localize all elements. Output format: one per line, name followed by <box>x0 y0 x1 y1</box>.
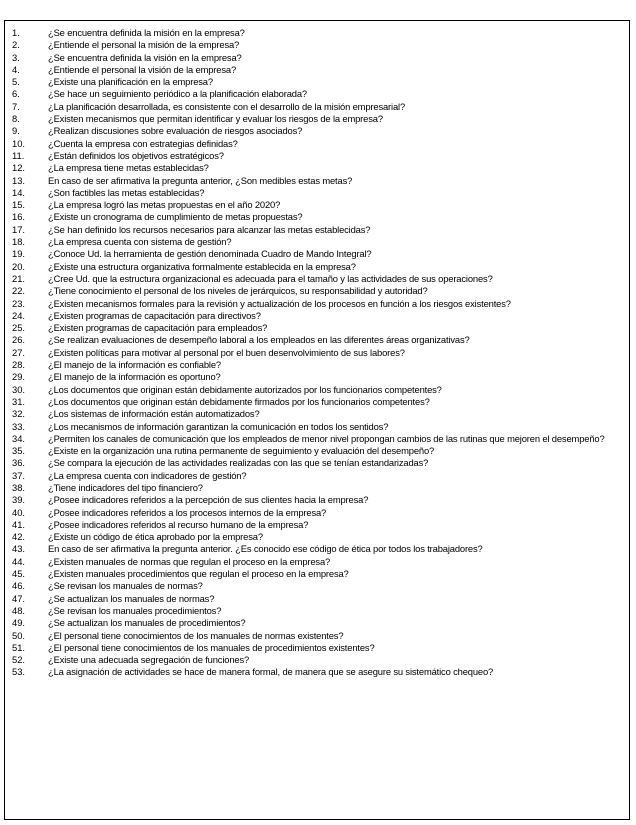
question-row <box>12 421 623 433</box>
question-number: 36. <box>12 457 26 469</box>
question-row <box>12 605 623 617</box>
question-text: ¿Posee indicadores referidos a la percepción de sus clientes hacia la empresa? <box>48 494 369 506</box>
question-row <box>12 162 623 174</box>
question-text: ¿Están definidos los objetivos estratégicos? <box>48 149 224 161</box>
questionnaire-box <box>4 20 630 820</box>
question-text: ¿Los mecanismos de información garantizan la comunicación en todos los sentidos? <box>48 420 389 432</box>
question-row <box>12 334 623 346</box>
question-row <box>12 224 623 236</box>
question-number: 7. <box>12 100 20 112</box>
question-row <box>12 125 623 137</box>
question-number: 20. <box>12 260 26 272</box>
question-number: 6. <box>12 88 20 100</box>
question-row <box>12 248 623 260</box>
question-row <box>12 593 623 605</box>
question-text: ¿Existen programas de capacitación para directivos? <box>48 309 261 321</box>
question-number: 45. <box>12 568 26 580</box>
question-row <box>12 654 623 666</box>
question-row <box>12 580 623 592</box>
question-number: 47. <box>12 592 26 604</box>
question-number: 21. <box>12 272 26 284</box>
question-text: ¿La empresa tiene metas establecidas? <box>48 162 209 174</box>
question-number: 30. <box>12 383 26 395</box>
question-text: ¿El personal tiene conocimientos de los manuales de normas existentes? <box>48 629 344 641</box>
question-row <box>12 396 623 408</box>
question-number: 32. <box>12 408 26 420</box>
question-number: 28. <box>12 359 26 371</box>
question-row <box>12 519 623 531</box>
question-text: ¿Se encuentra definida la visión en la empresa? <box>48 51 242 63</box>
question-text: ¿Conoce Ud. la herramienta de gestión denominada Cuadro de Mando Integral? <box>48 248 372 260</box>
question-number: 51. <box>12 641 26 653</box>
question-row <box>12 101 623 113</box>
question-text: ¿Posee indicadores referidos al recurso humano de la empresa? <box>48 518 309 530</box>
question-number: 52. <box>12 654 26 666</box>
question-text: ¿Entiende el personal la visión de la empresa? <box>48 63 237 75</box>
question-number: 23. <box>12 297 26 309</box>
question-text: ¿Se revisan los manuales de normas? <box>48 580 203 592</box>
question-row <box>12 39 623 51</box>
question-text: ¿Existe un cronograma de cumplimiento de metas propuestas? <box>48 211 303 223</box>
question-number: 46. <box>12 580 26 592</box>
question-text: ¿Se encuentra definida la misión en la empresa? <box>48 27 245 38</box>
question-text: ¿Existe una adecuada segregación de funciones? <box>48 654 250 666</box>
question-text: ¿Realizan discusiones sobre evaluación de riesgos asociados? <box>48 125 303 137</box>
question-number: 44. <box>12 555 26 567</box>
question-text: ¿Posee indicadores referidos a los procesos internos de la empresa? <box>48 506 327 518</box>
question-number: 13. <box>12 174 26 186</box>
question-text: ¿Se han definido los recursos necesarios para alcanzar las metas establecidas? <box>48 223 371 235</box>
question-number: 38. <box>12 481 26 493</box>
question-row <box>12 199 623 211</box>
question-text: ¿Existen manuales procedimientos que regulan el proceso en la empresa? <box>48 568 349 580</box>
question-row <box>12 384 623 396</box>
question-number: 2. <box>12 39 20 51</box>
question-number: 1. <box>12 27 20 38</box>
question-row <box>12 568 623 580</box>
question-number: 11. <box>12 149 25 161</box>
question-row <box>12 211 623 223</box>
question-number: 10. <box>12 137 26 149</box>
question-row <box>12 445 623 457</box>
question-text: ¿Existe en la organización una rutina permanente de seguimiento y evaluación del desempeño? <box>48 445 435 457</box>
question-text: ¿La empresa logró las metas propuestas en el año 2020? <box>48 199 281 211</box>
question-text: ¿Se hace un seguimiento periódico a la planificación elaborada? <box>48 88 307 100</box>
question-text: En caso de ser afirmativa la pregunta anterior. ¿Es conocido ese código de ética por todos los trabajadores? <box>48 543 483 555</box>
question-row <box>12 261 623 273</box>
question-row <box>12 556 623 568</box>
question-row <box>12 175 623 187</box>
question-row <box>12 371 623 383</box>
question-row <box>12 113 623 125</box>
question-text: En caso de ser afirmativa la pregunta anterior, ¿Son medibles estas metas? <box>48 174 353 186</box>
question-number: 49. <box>12 617 26 629</box>
question-row <box>12 433 623 445</box>
question-row <box>12 187 623 199</box>
question-text: ¿Existe un código de ética aprobado por la empresa? <box>48 531 263 543</box>
question-number: 22. <box>12 285 26 297</box>
question-text: ¿El manejo de la información es confiable? <box>48 359 221 371</box>
question-text: ¿Existen mecanismos formales para la revisión y actualización de los procesos en función a los riesgos existentes? <box>48 297 511 309</box>
question-row <box>12 666 623 678</box>
question-text: ¿La empresa cuenta con sistema de gestión? <box>48 236 232 248</box>
question-text: ¿La planificación desarrollada, es consistente con el desarrollo de la misión empresarial? <box>48 100 406 112</box>
question-row <box>12 322 623 334</box>
question-number: 18. <box>12 236 26 248</box>
question-number: 16. <box>12 211 26 223</box>
question-number: 48. <box>12 604 26 616</box>
question-text: ¿Permiten los canales de comunicación que los empleados de menor nivel propongan cambios de las rutinas que mejoren el desempeño? <box>48 432 605 444</box>
question-number: 15. <box>12 199 26 211</box>
question-text: ¿Tiene conocimiento el personal de los niveles de jerárquicos, su responsabilidad y autoridad? <box>48 285 428 297</box>
question-text: ¿Tiene indicadores del tipo financiero? <box>48 481 203 493</box>
question-text: ¿Existen manuales de normas que regulan el proceso en la empresa? <box>48 555 331 567</box>
question-row <box>12 88 623 100</box>
question-number: 5. <box>12 76 20 88</box>
question-text: ¿Existen políticas para motivar al personal por el buen desenvolvimiento de sus labores? <box>48 346 405 358</box>
question-row <box>12 27 623 39</box>
question-number: 25. <box>12 322 26 334</box>
question-text: ¿Existen mecanismos que permitan identificar y evaluar los riesgos de la empresa? <box>48 113 383 125</box>
question-number: 43. <box>12 543 26 555</box>
question-number: 53. <box>12 666 26 678</box>
question-text: ¿Se actualizan los manuales de normas? <box>48 592 215 604</box>
question-row <box>12 236 623 248</box>
question-text: ¿Los sistemas de información están automatizados? <box>48 408 260 420</box>
question-text: ¿Los documentos que originan están debidamente firmados por los funcionarios competentes? <box>48 395 430 407</box>
question-text: ¿Existe una planificación en la empresa? <box>48 76 213 88</box>
question-text: ¿El personal tiene conocimientos de los manuales de procedimientos existentes? <box>48 641 375 653</box>
question-number: 34. <box>12 432 26 444</box>
question-row <box>12 347 623 359</box>
question-text: ¿La empresa cuenta con indicadores de gestión? <box>48 469 247 481</box>
question-row <box>12 298 623 310</box>
question-number: 24. <box>12 309 26 321</box>
question-text: ¿Entiende el personal la misión de la empresa? <box>48 39 240 51</box>
question-row <box>12 150 623 162</box>
question-list <box>12 27 623 679</box>
question-row <box>12 273 623 285</box>
question-row <box>12 543 623 555</box>
question-number: 40. <box>12 506 26 518</box>
question-number: 41. <box>12 518 26 530</box>
question-number: 12. <box>12 162 26 174</box>
question-number: 8. <box>12 113 20 125</box>
question-number: 37. <box>12 469 26 481</box>
question-row <box>12 482 623 494</box>
question-number: 14. <box>12 186 26 198</box>
question-text: ¿Se actualizan los manuales de procedimientos? <box>48 617 246 629</box>
question-row <box>12 408 623 420</box>
question-number: 19. <box>12 248 26 260</box>
question-text: ¿El manejo de la información es oportuno? <box>48 371 221 383</box>
question-row <box>12 359 623 371</box>
question-number: 33. <box>12 420 26 432</box>
question-number: 29. <box>12 371 26 383</box>
question-number: 42. <box>12 531 26 543</box>
question-text: ¿Se realizan evaluaciones de desempeño laboral a los empleados en las diferentes áreas organizativas? <box>48 334 470 346</box>
question-row <box>12 630 623 642</box>
question-row <box>12 470 623 482</box>
question-number: 50. <box>12 629 26 641</box>
question-row <box>12 310 623 322</box>
question-row <box>12 457 623 469</box>
question-text: ¿Se revisan los manuales procedimientos? <box>48 604 222 616</box>
question-row <box>12 52 623 64</box>
question-row <box>12 64 623 76</box>
question-number: 31. <box>12 395 26 407</box>
question-number: 4. <box>12 63 20 75</box>
question-row <box>12 531 623 543</box>
question-text: ¿Son factibles las metas establecidas? <box>48 186 205 198</box>
question-row <box>12 617 623 629</box>
question-text: ¿Cuenta la empresa con estrategias definidas? <box>48 137 238 149</box>
question-text: ¿Los documentos que originan están debidamente autorizados por los funcionarios competentes? <box>48 383 442 395</box>
question-number: 3. <box>12 51 20 63</box>
question-text: ¿Se compara la ejecución de las actividades realizadas con las que se tenían estandarizadas? <box>48 457 429 469</box>
question-row <box>12 138 623 150</box>
question-number: 26. <box>12 334 26 346</box>
question-row <box>12 76 623 88</box>
question-row <box>12 494 623 506</box>
question-number: 17. <box>12 223 26 235</box>
question-text: ¿Existen programas de capacitación para empleados? <box>48 322 268 334</box>
question-number: 39. <box>12 494 26 506</box>
question-row <box>12 507 623 519</box>
question-row <box>12 642 623 654</box>
question-text: ¿Existe una estructura organizativa formalmente establecida en la empresa? <box>48 260 356 272</box>
question-text: ¿La asignación de actividades se hace de manera formal, de manera que se asegure su sistemático chequeo? <box>48 666 494 678</box>
question-number: 35. <box>12 445 26 457</box>
question-row <box>12 285 623 297</box>
question-number: 27. <box>12 346 26 358</box>
question-text: ¿Cree Ud. que la estructura organizacional es adecuada para el tamaño y las actividades de sus operaciones? <box>48 272 493 284</box>
question-number: 9. <box>12 125 20 137</box>
